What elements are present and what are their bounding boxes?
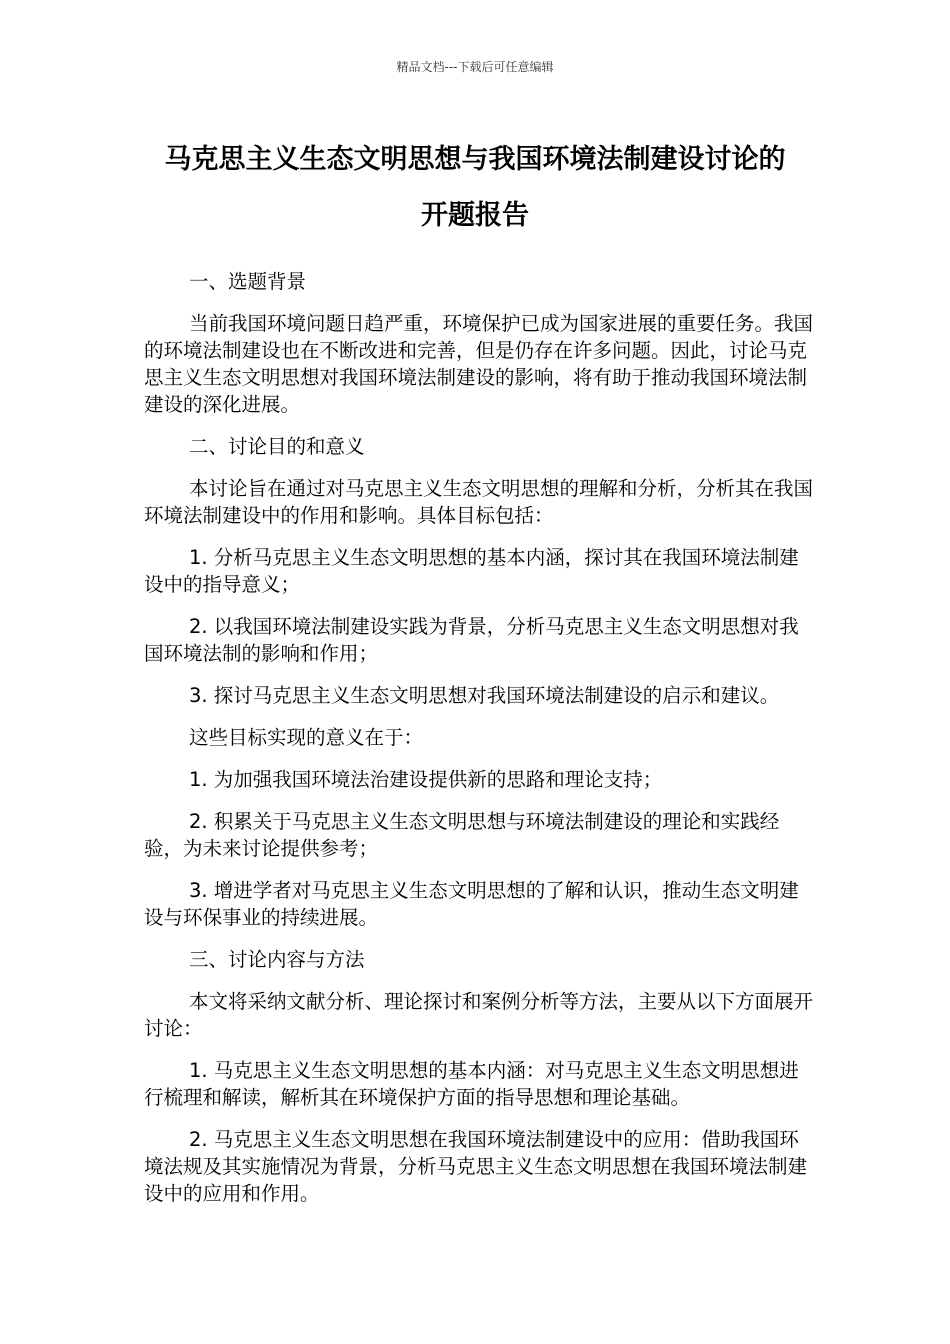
paragraph-significance-intro: 这些目标实现的意义在于： [189, 726, 424, 749]
document-title-line-1: 马克思主义生态文明思想与我国环境法制建设讨论的 [164, 144, 786, 175]
paragraph-purpose-intro: 本讨论旨在通过对马克思主义生态文明思想的理解和分析，分析其在我国环境法制建设中的作用和影响。具体目标包括： [144, 477, 814, 527]
document-title-line-2: 开题报告 [421, 200, 529, 231]
paragraph-background: 当前我国环境问题日趋严重，环境保护已成为国家进展的重要任务。我国的环境法制建设也在不断改进和完善，但是仍存在许多问题。因此，讨论马克思主义生态文明思想对我国环境法制建设的影响，将有助于推动我国环境法制建设的深化进展。 [144, 312, 814, 416]
list-item-significance-1: 1. 为加强我国环境法治建设提供新的思路和理论支持； [189, 768, 663, 791]
document-body [144, 268, 816, 1222]
list-item-goal-2: 2. 以我国环境法制建设实践为背景，分析马克思主义生态文明思想对我国环境法制的影响和作用； [144, 615, 799, 665]
list-item-goal-1: 1. 分析马克思主义生态文明思想的基本内涵，探讨其在我国环境法制建设中的指导意义； [144, 546, 799, 596]
section-heading-background: 一、选题背景 [189, 270, 307, 293]
list-item-goal-3: 3. 探讨马克思主义生态文明思想对我国环境法制建设的启示和建议。 [189, 684, 780, 707]
list-item-significance-3: 3. 增进学者对马克思主义生态文明思想的了解和认识，推动生态文明建设与环保事业的持续进展。 [144, 879, 799, 929]
section-heading-methods: 三、讨论内容与方法 [189, 948, 365, 971]
section-heading-purpose: 二、讨论目的和意义 [189, 435, 365, 458]
list-item-content-1: 1. 马克思主义生态文明思想的基本内涵：对马克思主义生态文明思想进行梳理和解读，解析其在环境保护方面的指导思想和理论基础。 [144, 1059, 799, 1109]
header-note: 精品文档---下载后可任意编辑 [396, 60, 554, 74]
list-item-content-2: 2. 马克思主义生态文明思想在我国环境法制建设中的应用：借助我国环境法规及其实施情况为背景，分析马克思主义生态文明思想在我国环境法制建设中的应用和作用。 [144, 1128, 808, 1205]
list-item-significance-2: 2. 积累关于马克思主义生态文明思想与环境法制建设的理论和实践经验，为未来讨论提供参考； [144, 810, 780, 860]
paragraph-methods-intro: 本文将采纳文献分析、理论探讨和案例分析等方法，主要从以下方面展开讨论： [144, 990, 814, 1040]
